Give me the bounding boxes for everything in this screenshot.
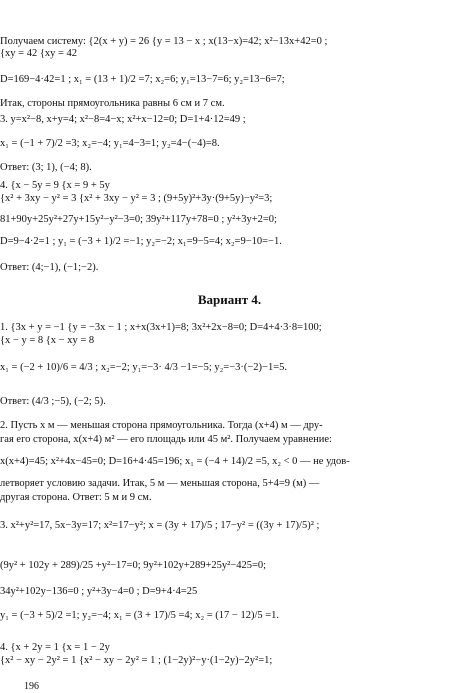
text-line-21: 34y²+102y−136=0 ; y²+3y−4=0 ; D=9+4·4=25 [0, 586, 198, 597]
text-line-17: летворяет условию задачи. Итак, 5 м — меньшая сторона, 5+4=9 (м) — [0, 478, 320, 489]
section-heading: Вариант 4. [197, 292, 262, 307]
text-line-15: гая его сторона, x(x+4) м² — его площадь или 45 м². Получаем уравнение: [0, 434, 332, 445]
answer-line-2: Ответ: (4;−1), (−1;−2). [0, 262, 99, 273]
text-line-18: другая сторона. Ответ: 5 м и 9 см. [0, 492, 152, 503]
text-line-19: 3. x²+y²=17, 5x−3y=17; x²=17−y²; x = (3y + 17)/5 ; 17−y² = ((3y + 17)/5)² ; [0, 520, 320, 531]
text-line-23: 4. {x + 2y = 1 {x = 1 − 2y [0, 642, 110, 653]
text-line-12: {x − y = 8 {x − xy = 8 [0, 335, 95, 346]
answer-line-1: Ответ: (3; 1), (−4; 8). [0, 162, 92, 173]
text-line-9: 81+90y+25y²+27y+15y²−y²−3=0; 39y²+117y+78=0 ; y²+3y+2=0; [0, 214, 277, 225]
page-number: 196 [24, 681, 39, 692]
text-line-22: y₁ = (−3 + 5)/2 =1; y₂=−4; x₁ = (3 + 17)/5 =4; x₂ = (17 − 12)/5 =1. [0, 610, 280, 621]
text-line-10: D=9−4·2=1 ; y₁ = (−3 + 1)/2 =−1; y₂=−2; x₁=9−5=4; x₂=9−10=−1. [0, 236, 282, 247]
text-line-20: (9y² + 102y + 289)/25 +y²−17=0; 9y²+102y+289+25y²−425=0; [0, 560, 267, 571]
answer-line-3: Ответ: (4/3 ;−5), (−2; 5). [0, 396, 106, 407]
text-line-5: 3. y=x²−8, x+y=4; x²−8=4−x; x²+x−12=0; D=1+4·12=49 ; [0, 114, 246, 125]
text-line-11: 1. {3x + y = −1 {y = −3x − 1 ; x+x(3x+1)=8; 3x²+2x−8=0; D=4+4·3·8=100; [0, 322, 322, 333]
text-line-16: x(x+4)=45; x²+4x−45=0; D=16+4·45=196; x₁ = (−4 + 14)/2 =5, x₂ < 0 — не удов- [0, 456, 350, 467]
text-line-4: Итак, стороны прямоугольника равны 6 см и 7 см. [0, 98, 225, 109]
text-line-8: {x² + 3xy − y² = 3 {x² + 3xy − y² = 3 ; (9+5y)²+3y·(9+5y)−y²=3; [0, 193, 273, 204]
text-line-14: 2. Пусть x м — меньшая сторона прямоугольника. Тогда (x+4) м — дру- [0, 420, 323, 431]
text-line-24: {x² − xy − 2y² = 1 {x² − xy − 2y² = 1 ; (1−2y)²−y·(1−2y)−2y²=1; [0, 655, 273, 666]
text-line-2: {xy = 42 {xy = 42 [0, 48, 78, 59]
text-line-6: x₁ = (−1 + 7)/2 =3; x₂=−4; y₁=4−3=1; y₂=4−(−4)=8. [0, 138, 220, 149]
text-line-7: 4. {x − 5y = 9 {x = 9 + 5y [0, 180, 110, 191]
text-line-13: x₁ = (−2 + 10)/6 = 4/3 ; x₂=−2; y₁=−3· 4/3 −1=−5; y₂=−3·(−2)−1=5. [0, 362, 287, 373]
text-line-3: D=169−4·42=1 ; x₁ = (13 + 1)/2 =7; x₂=6; y₁=13−7=6; y₂=13−6=7; [0, 74, 285, 85]
text-line-1: Получаем систему: {2(x + y) = 26 {y = 13 − x ; x(13−x)=42; x²−13x+42=0 ; [0, 36, 328, 47]
